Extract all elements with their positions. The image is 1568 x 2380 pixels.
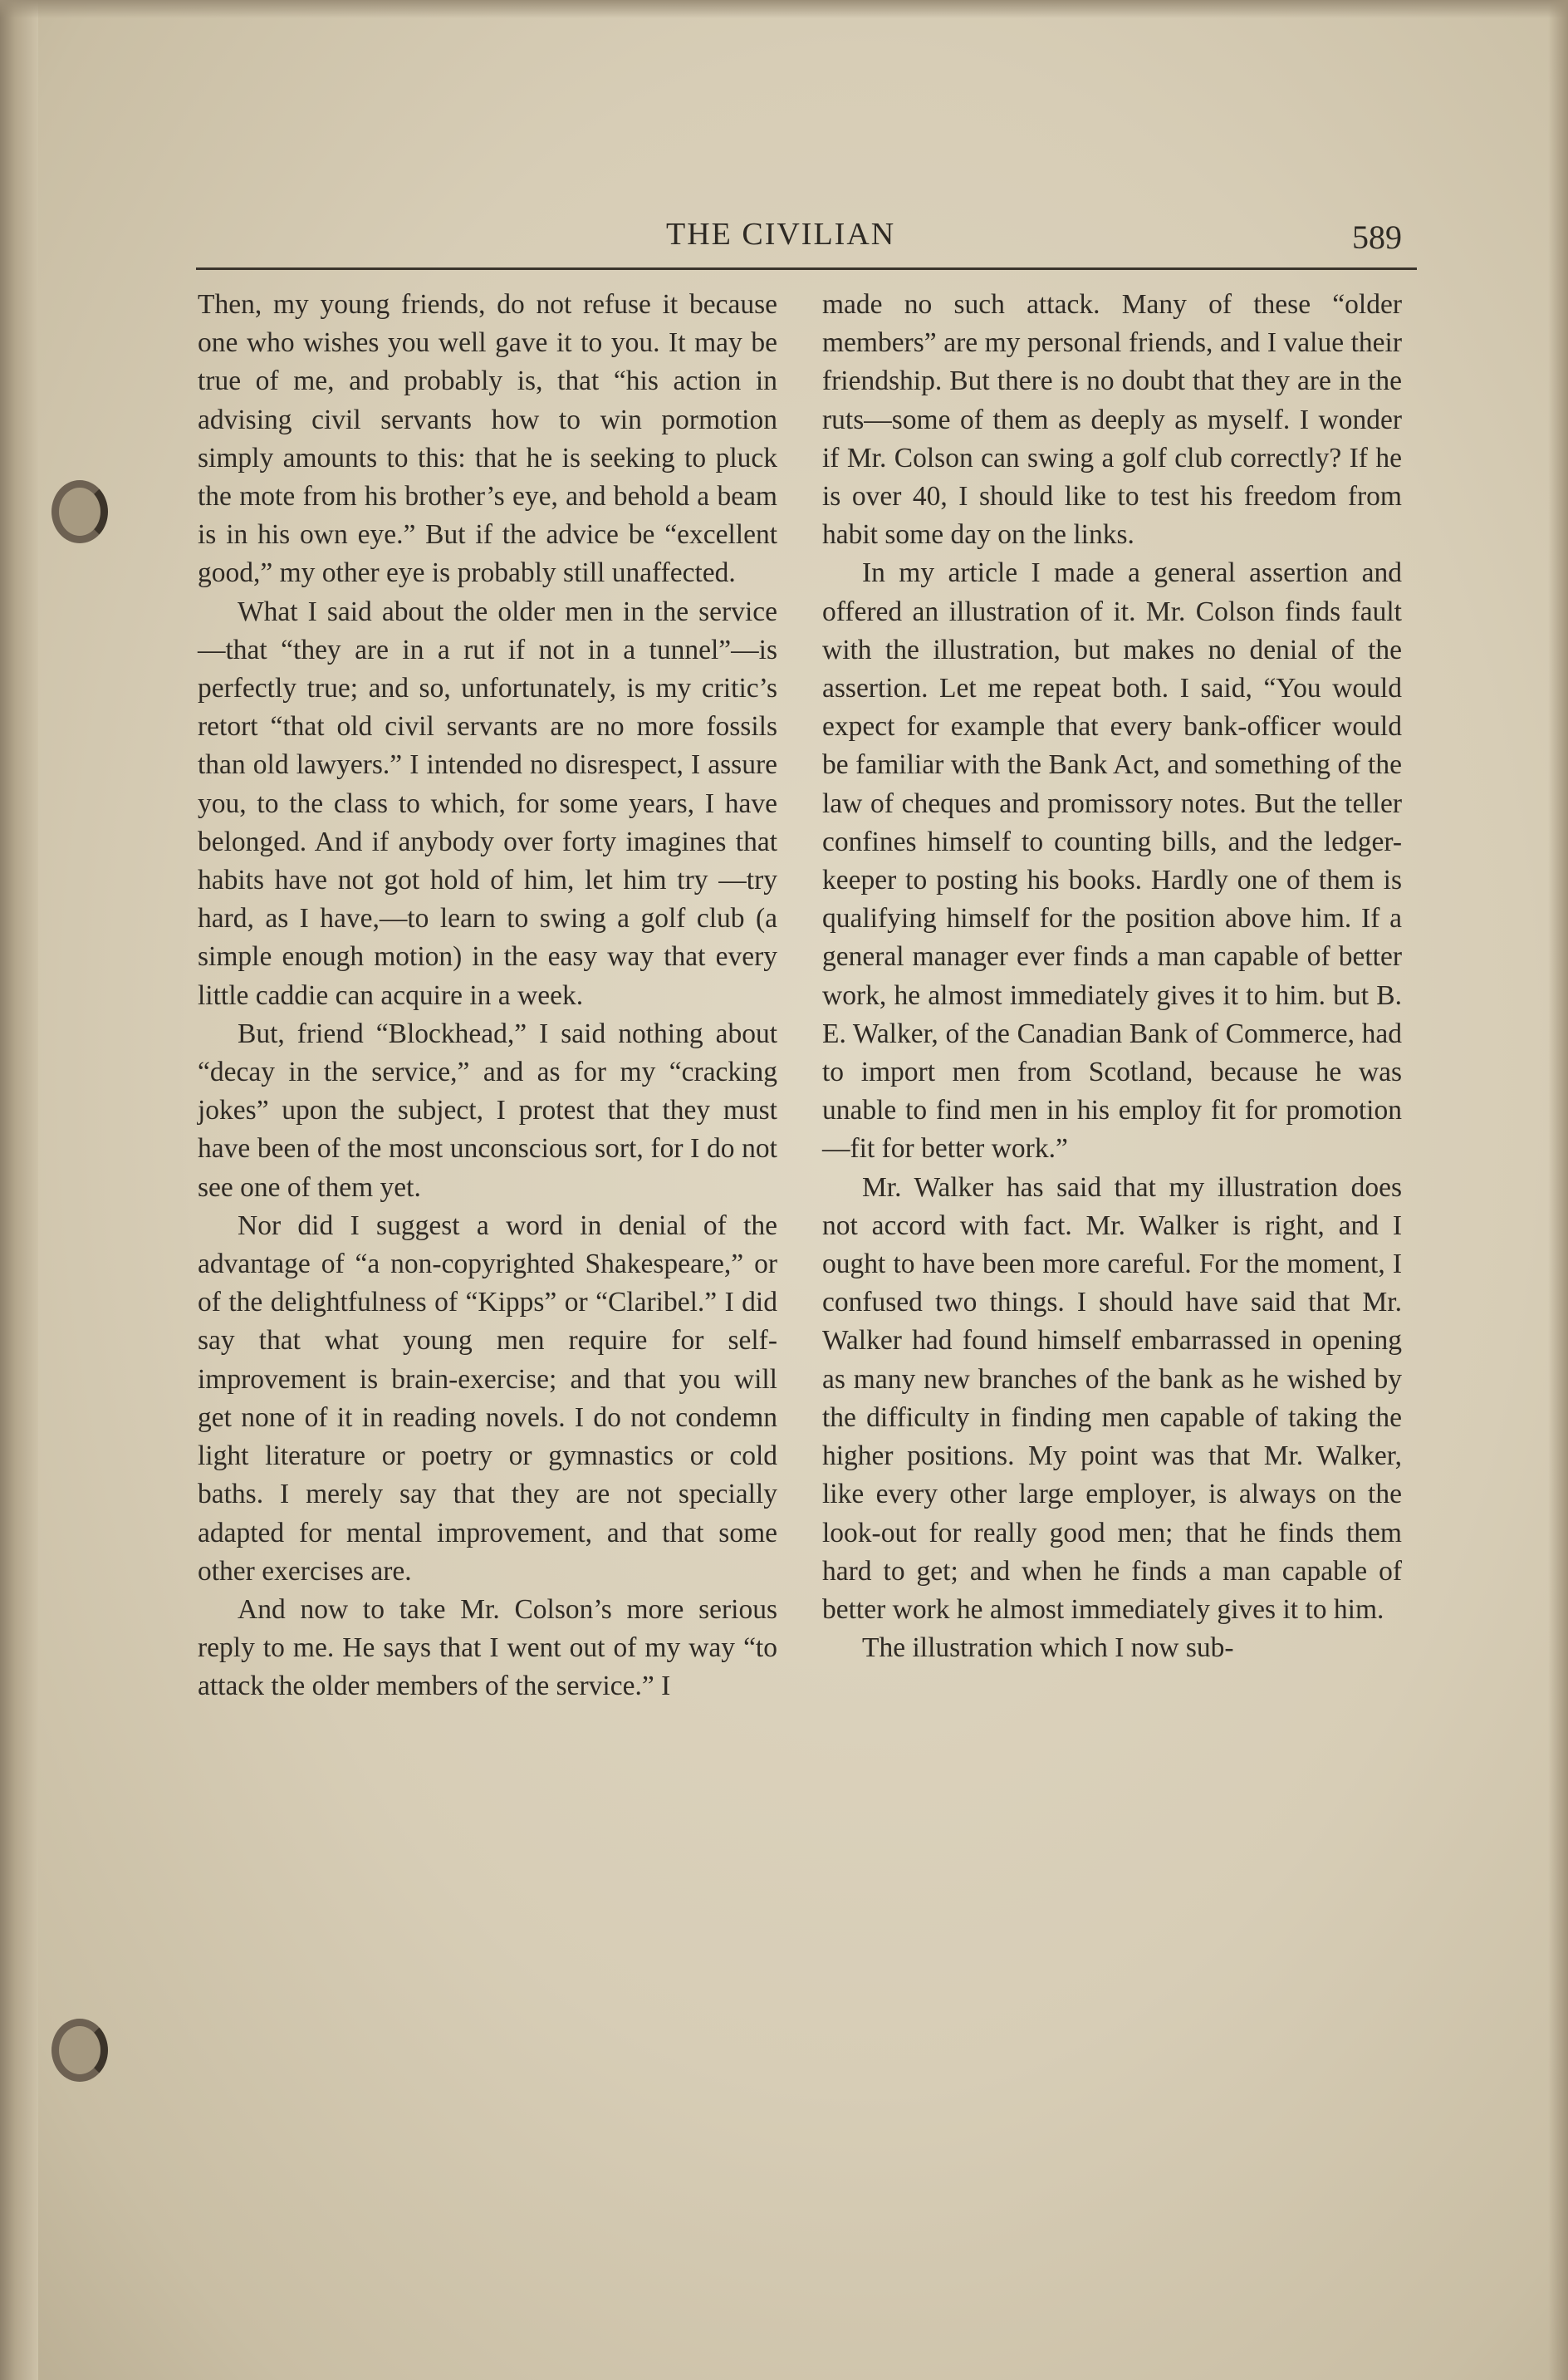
- paragraph: made no such attack. Many of these “older members” are my personal friends, and I value their friendship. But there is no doubt that they are in the ruts—some of them as deeply as myself. I wonder if Mr. Colson can swing a golf club correctly? If he is over 40, I should like to test his freedom from habit some day on the links.: [822, 289, 1402, 551]
- page-top-edge: [0, 0, 1568, 18]
- binding-hole-upper: [51, 480, 108, 543]
- paragraph: What I said about the older men in the service—that “they are in a rut if not in a tunnel”—is perfectly true; and so, unfortunately, is my critic’s retort “that old civil servants are no more fossils than old lawyers.” I intended no disrespect, I assure you, to the class to which, for some years, I have belonged. And if anybody over forty imagines that habits have not got hold of him, let him try —try hard, as I have,—to learn to swing a golf club (a simple enough motion) in the easy way that every little caddie can acquire in a week.: [198, 596, 777, 1011]
- page-spine-shadow: [0, 0, 38, 2380]
- right-column: [822, 286, 1402, 1667]
- header-rule: [196, 267, 1417, 270]
- left-column: [198, 286, 777, 1706]
- paragraph: In my article I made a general assertion and offered an illustration of it. Mr. Colson finds fault with the illustration, but makes no denial of the assertion. Let me repeat both. I said, “You would expect for example that every bank-officer would be familiar with the Bank Act, and something of the law of cheques and promissory notes. But the teller confines himself to counting bills, and the ledger-keeper to posting his books. Hardly one of them is qualifying himself for the position above him. If a general manager ever finds a man capable of better work, he almost immediately gives it to him. but B. E. Walker, of the Canadian Bank of Commerce, had to import men from Scotland, because he was unable to find men in his employ fit for promotion—fit for better work.”: [822, 557, 1402, 1165]
- paragraph: Nor did I suggest a word in denial of the advantage of “a non-copyrighted Shakespeare,” or of the delightfulness of “Kipps” or “Claribel.” I did say that what young men require for self-improvement is brain-exercise; and that you will get none of it in reading novels. I do not condemn light literature or poetry or gymnastics or cold baths. I merely say that they are not specially adapted for mental improvement, and that some other exercises are.: [198, 1210, 777, 1587]
- paragraph: Then, my young friends, do not refuse it because one who wishes you well gave it to you. It may be true of me, and probably is, that “his action in advising civil servants how to win pormotion simply amounts to this: that he is seeking to pluck the mote from his brother’s eye, and behold a beam is in his own eye.” But if the advice be “excellent good,” my other eye is probably still unaffected.: [198, 289, 777, 589]
- journal-title: THE CIVILIAN: [666, 217, 896, 252]
- paragraph: Mr. Walker has said that my illustration does not accord with fact. Mr. Walker is right, and I ought to have been more careful. For the moment, I confused two things. I should have said that Mr. Walker had found himself embarrassed in opening as many new branches of the bank as he wished by the difficulty in finding men capable of taking the higher positions. My point was that Mr. Walker, like every other large employer, is always on the look-out for really good men; that he finds them hard to get; and when he finds a man capable of better work he almost immediately gives it to him.: [822, 1171, 1402, 1625]
- paragraph: The illustration which I now sub-: [862, 1632, 1234, 1664]
- running-head: [196, 198, 1417, 264]
- paragraph: But, friend “Blockhead,” I said nothing about “decay in the service,” and as for my “cracking jokes” upon the subject, I protest that they must have been of the most unconscious sort, for I do not see one of them yet.: [198, 1018, 777, 1203]
- paragraph: And now to take Mr. Colson’s more serious reply to me. He says that I went out of my way “to attack the older members of the service.” I: [198, 1593, 777, 1702]
- page-right-edge: [1548, 0, 1568, 2380]
- page-number: 589: [1352, 218, 1402, 256]
- binding-hole-lower: [51, 2019, 108, 2082]
